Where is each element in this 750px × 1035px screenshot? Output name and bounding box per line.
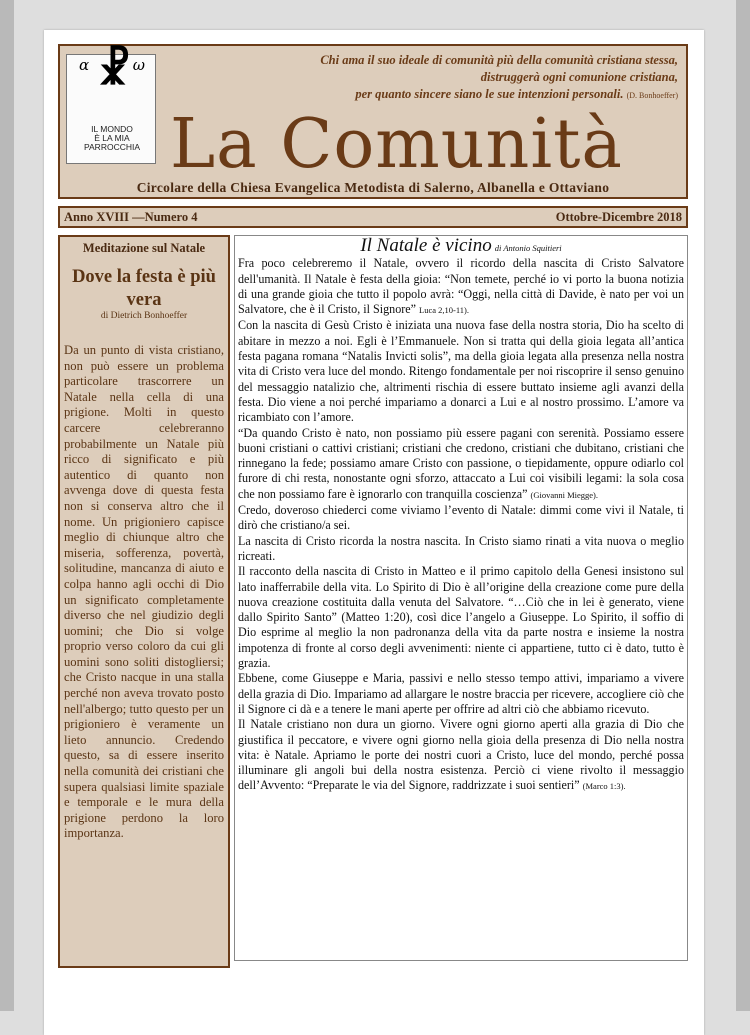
article-reference: Luca 2,10-11). bbox=[419, 305, 470, 316]
meditation-sidebar bbox=[58, 235, 230, 968]
article-reference: (Marco 1:3). bbox=[582, 781, 626, 792]
newsletter-subtitle: Circolare della Chiesa Evangelica Metodista di Salerno, Albanella e Ottaviano bbox=[136, 180, 610, 195]
quote-line: per quanto sincere siano le sue intenzioni personali. (D. Bonhoeffer) bbox=[355, 87, 678, 101]
alpha-symbol: α bbox=[79, 56, 90, 74]
omega-symbol: ω bbox=[132, 56, 145, 74]
article-paragraph: Il racconto della nascita di Cristo in Matteo e il primo capitolo della Genesi insistono sul lato inafferrabile della vita. Lo Spirito di Dio è all’origine della creazione come pure della nuova creazione costituita dalla venuta del Salvatore. “…Ciò che in lei è generato, viene dallo Spirito Santo” (Matteo 1:20), così dice l’angelo a Giuseppe. Lo Spirito, il soffio di Dio esprime al meglio la non padronanza della vita da parte nostra e insieme la nostra impotenza di fronte al corso degli avvenimenti: niente ci appartiene, tutto ci è dato, tutto è grazia. bbox=[238, 564, 684, 671]
issue-number: Anno XVIII —Numero 4 bbox=[64, 210, 198, 224]
newsletter-page bbox=[44, 30, 704, 1035]
issue-period: Ottobre-Dicembre 2018 bbox=[555, 210, 682, 224]
sidebar-title: Dove la festa è più vera bbox=[72, 267, 216, 310]
logo-motto: IL MONDO È LA MIA PARROCCHIA bbox=[83, 124, 141, 152]
article-paragraph: La nascita di Cristo ricorda la nostra nascita. In Cristo siamo rinati a vita nuova o meglio ricreati. bbox=[238, 533, 684, 563]
article-paragraph: Con la nascita di Gesù Cristo è iniziata una nuova fase della nostra storia, Dio ha scelto di abitare in mezzo a noi. Egli è l’Emmanuele. Non si tratta qui della gioia legata all’antica festa pagana romana “Natalis Invicti solis”, ma della gioia legata alla presenza nella nostra vita di Cristo vera luce del mondo. Ritengo fondamentale per noi riscoprire il senso genuino del messaggio natalizio che, altrimenti rischia di essere buttato insieme agli avanzi della festa. Dio viene a noi perché impariamo a donarci a Lui e al nostro prossimo. L’amore va ricambiato con l’amore. bbox=[238, 318, 684, 425]
article-paragraph: Credo, doveroso chiederci come viviamo l’evento di Natale: dimmi come vivi il Natale, ti dirò che cristiano/a sei. bbox=[238, 503, 684, 533]
article-header bbox=[238, 235, 684, 256]
main-article bbox=[234, 235, 688, 961]
masthead bbox=[58, 44, 688, 199]
article-paragraph: “Da quando Cristo è nato, non possiamo più essere pagani con serenità. Possiamo essere buoni cristiani o cattivi cristiani; cristiani che credono, cristiani che dubitano, cristiani che rinnegano la fede; possiamo amare Cristo con passione, o tiepidamente, oppure odiarlo col furore di chi resta, nonostante ogni sforzo, attaccato a Lui coi visibili legami: la sola cosa che non possiamo fare è ignorarlo con tranquilla coscienza” (Giovanni Miegge). bbox=[238, 425, 684, 501]
quote-author: (D. Bonhoeffer) bbox=[626, 91, 678, 100]
article-paragraph: Fra poco celebreremo il Natale, ovvero il ricordo della nascita di Cristo Salvatore dell'umanità. Il Natale è festa della gioia: “Non temete, perché io vi porto la buona notizia di una grande gioia che tutto il popolo avrà: “Oggi, nella città di Davide, è nato per voi un Salvatore, che è il Cristo, il Signore” Luca 2,10-11). bbox=[238, 256, 684, 317]
article-paragraph: Il Natale cristiano non dura un giorno. Vivere ogni giorno aperti alla grazia di Dio che giustifica il peccatore, e vivere ogni giorno nella gioia della presenza di Dio nella nostra vita: è Natale. Apriamo le porte dei nostri cuori a Cristo, luce del mondo, perché possa illuminare gli angoli bui della nostra esistenza. Perciò ci viene rivolto il messaggio dell’Avvento: “Preparate le via del Signore, raddrizzate i suoi sentieri” (Marco 1:3). bbox=[238, 717, 684, 793]
church-logo bbox=[66, 45, 156, 164]
right-margin bbox=[736, 0, 750, 1011]
article-title: Il Natale è vicino bbox=[360, 235, 492, 256]
issue-bar bbox=[58, 206, 688, 228]
article-reference: (Giovanni Miegge). bbox=[530, 489, 599, 500]
newsletter-title: La Comunità bbox=[170, 105, 623, 184]
article-paragraph: Ebbene, come Giuseppe e Maria, passivi e nello stesso tempo attivi, impariamo a vivere della grazia di Dio. Impariamo ad allargare le nostre braccia per ricevere, accogliere ciò che il Signore ci dà e a tenere le mani aperte per offrire ad altri ciò che abbiamo ricevuto. bbox=[238, 671, 684, 716]
quote-line: Chi ama il suo ideale di comunità più della comunità cristiana stessa, bbox=[320, 53, 678, 67]
chi-rho-icon: ☧ bbox=[98, 45, 131, 94]
sidebar-body: Da un punto di vista cristiano, non può essere un problema particolare trascorrere un Natale nella cella di una prigione. Molti in questo carcere celebreranno probabilmente un Natale più ricco di significato e più autentico di quanto non avvenga dove di questa festa non si conserva altro che il nome. Un prigioniero capisce meglio di chiunque altro che miseria, sofferenza, povertà, solitudine, mancanza di aiuto e colpa hanno agli occhi di Dio un significato completamente diverso che nel giudizio degli uomini; che Dio si volge proprio verso coloro da cui gli uomini sono soliti distogliersi; che Cristo nacque in una stalla perché non aveva trovato posto nell'albergo; tutto questo per un prigioniero è veramente un lieto annuncio. Credendo questo, sa di essere inserito nella comunità dei cristiani che supera qualsiasi limite spaziale e temporale e le mura della prigione perdono la loro importanza. bbox=[64, 343, 224, 841]
left-margin bbox=[0, 0, 14, 1011]
epigraph-quote bbox=[158, 52, 678, 104]
quote-line: distruggerà ogni comunione cristiana, bbox=[480, 70, 678, 84]
article-author: di Antonio Squitieri bbox=[494, 243, 562, 253]
sidebar-author: di Dietrich Bonhoeffer bbox=[100, 311, 188, 321]
sidebar-heading: Meditazione sul Natale bbox=[82, 241, 206, 255]
